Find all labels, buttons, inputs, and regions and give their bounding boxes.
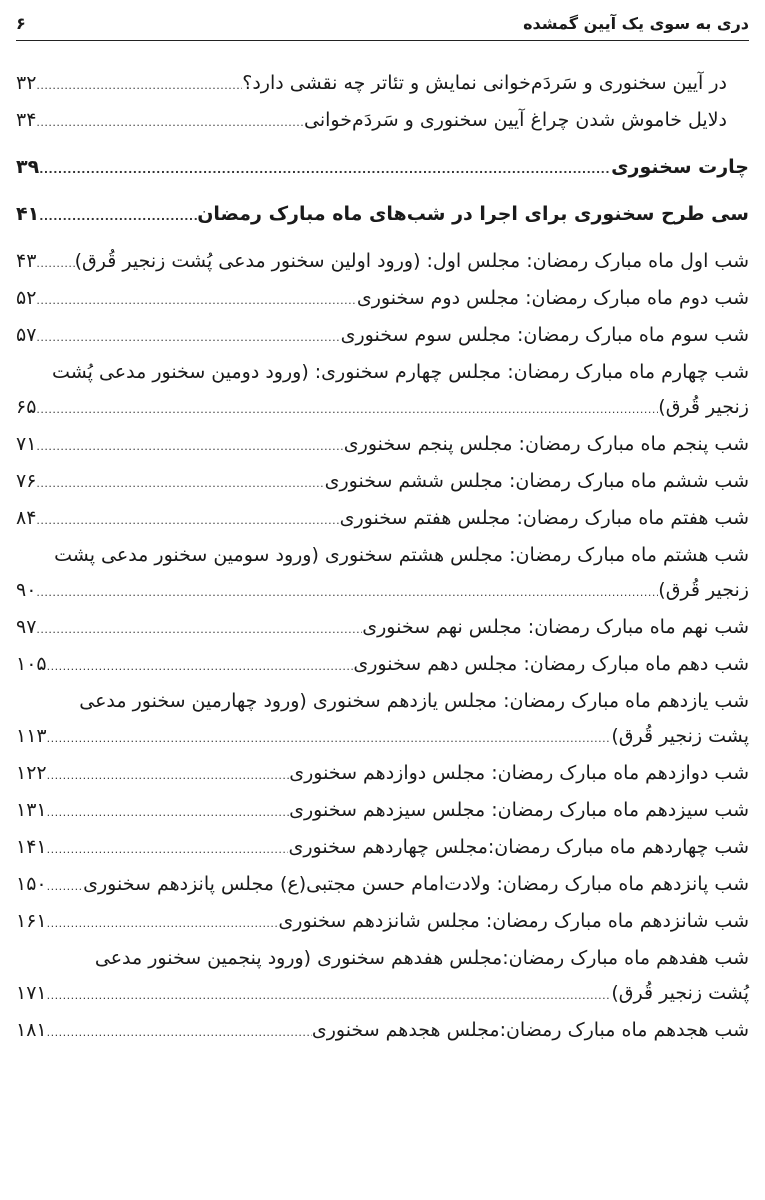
toc-page-number: ۸۴ [16, 507, 37, 529]
toc-entry-line [16, 318, 749, 355]
dot-leader [47, 721, 612, 756]
toc-page-number: ۴۳ [16, 250, 37, 272]
toc-page-number: ۷۱ [16, 433, 37, 455]
toc-entry-line [16, 390, 749, 427]
dot-leader [47, 869, 84, 904]
toc-entry-title: سی طرح سخنوری برای اجرا در شب‌های ماه مبارک رمضان [197, 203, 749, 225]
dot-leader [36, 246, 74, 281]
toc-entry-line [16, 610, 749, 647]
toc-entry [16, 244, 749, 281]
dot-leader [36, 429, 343, 464]
toc-entry-title: شب پانزدهم ماه مبارک رمضان: ولادت‌امام حسن مجتبی(ع) مجلس پانزدهم سخنوری [83, 873, 749, 895]
toc-page-number: ۳۴ [16, 109, 37, 131]
toc-entry-line [16, 573, 749, 610]
toc-entry [16, 103, 749, 140]
toc-entry [16, 318, 749, 355]
toc-page-number: ۱۰۵ [16, 653, 47, 675]
toc-entry-title: شب هفدهم ماه مبارک رمضان:مجلس هفدهم سخنوری (ورود پنجمین سخنور مدعی [94, 947, 749, 969]
book-title: دری به سوی یک آیین گمشده [523, 13, 749, 33]
toc-entry [16, 793, 749, 830]
dot-leader [39, 152, 611, 187]
toc-entry [16, 281, 749, 318]
toc-entry-title: شب سوم ماه مبارک رمضان: مجلس سوم سخنوری [340, 324, 749, 346]
toc-page-number: ۳۲ [16, 72, 37, 94]
toc-entry-line [16, 427, 749, 464]
toc-entry-line [16, 719, 749, 756]
dot-leader [39, 199, 197, 234]
dot-leader [36, 105, 304, 140]
toc-entry-line [16, 976, 749, 1013]
dot-leader [36, 503, 339, 538]
toc-entry [16, 941, 749, 1013]
dot-leader [36, 575, 658, 610]
toc-entry-line [16, 1013, 749, 1050]
toc-entry [16, 830, 749, 867]
table-of-contents [16, 66, 749, 1050]
dot-leader [47, 832, 289, 867]
toc-entry [16, 867, 749, 904]
toc-page-number: ۶۵ [16, 396, 37, 418]
toc-entry [16, 66, 749, 103]
toc-entry-title: شب هفتم ماه مبارک رمضان: مجلس هفتم سخنوری [339, 507, 749, 529]
toc-page-number: ۱۵۰ [16, 873, 47, 895]
toc-entry [16, 150, 749, 187]
toc-entry-line [16, 464, 749, 501]
toc-entry [16, 427, 749, 464]
toc-entry-title: شب دوازدهم ماه مبارک رمضان: مجلس دوازدهم سخنوری [289, 762, 749, 784]
toc-entry-title: شب هشتم ماه مبارک رمضان: مجلس هشتم سخنوری (ورود سومین سخنور مدعی پشت [54, 544, 749, 566]
toc-entry-title: شب نهم ماه مبارک رمضان: مجلس نهم سخنوری [362, 616, 749, 638]
toc-entry-line [16, 904, 749, 941]
toc-entry-title: شب سیزدهم ماه مبارک رمضان: مجلس سیزدهم سخنوری [289, 799, 749, 821]
toc-entry [16, 464, 749, 501]
toc-page-number: ۴۱ [16, 203, 40, 225]
running-header [16, 6, 749, 41]
toc-entry [16, 610, 749, 647]
page-number: ۶ [16, 13, 26, 33]
dot-leader [47, 758, 290, 793]
toc-page-number: ۱۱۳ [16, 725, 47, 747]
toc-entry-title-continued: زنجیر قُرق) [658, 396, 749, 418]
toc-entry-line [16, 197, 749, 234]
toc-page-number: ۱۶۱ [16, 910, 47, 932]
toc-entry-title-continued: پشت زنجیر قُرق) [611, 725, 749, 747]
dot-leader [47, 649, 354, 684]
toc-entry-title: شب شانزدهم ماه مبارک رمضان: مجلس شانزدهم سخنوری [278, 910, 749, 932]
toc-entry-line [16, 647, 749, 684]
toc-entry-title: شب چهارم ماه مبارک رمضان: مجلس چهارم سخنوری: (ورود دومین سخنور مدعی پُشت [52, 361, 749, 383]
toc-page-number: ۱۳۱ [16, 799, 47, 821]
dot-leader [47, 1015, 312, 1050]
dot-leader [36, 283, 356, 318]
toc-entry [16, 538, 749, 610]
toc-entry-line [16, 66, 727, 103]
toc-entry [16, 647, 749, 684]
toc-entry-title: شب ششم ماه مبارک رمضان: مجلس ششم سخنوری [324, 470, 749, 492]
toc-entry-title: شب دهم ماه مبارک رمضان: مجلس دهم سخنوری [353, 653, 749, 675]
toc-entry [16, 904, 749, 941]
toc-entry-line [16, 103, 727, 140]
toc-entry [16, 756, 749, 793]
toc-entry-title: در آیین سخنوری و سَردَم‌خوانی نمایش و تئاتر چه نقشی دارد؟ [242, 72, 727, 94]
toc-page-number: ۱۸۱ [16, 1019, 47, 1041]
toc-entry-title: شب هجدهم ماه مبارک رمضان:مجلس هجدهم سخنوری [311, 1019, 749, 1041]
toc-entry [16, 197, 749, 234]
toc-entry [16, 355, 749, 427]
toc-entry-line [16, 501, 749, 538]
toc-entry-title: شب پنجم ماه مبارک رمضان: مجلس پنجم سخنوری [343, 433, 749, 455]
toc-page-number: ۱۴۱ [16, 836, 47, 858]
toc-entry-line [16, 150, 749, 187]
toc-page-number: ۱۷۱ [16, 982, 47, 1004]
dot-leader [47, 795, 289, 830]
dot-leader [36, 320, 340, 355]
toc-page-number: ۹۰ [16, 579, 37, 601]
toc-entry-line [16, 281, 749, 318]
toc-page-number: ۵۷ [16, 324, 37, 346]
toc-page-number: ۳۹ [16, 156, 40, 178]
toc-page-number: ۹۷ [16, 616, 37, 638]
toc-entry-line [16, 793, 749, 830]
toc-entry [16, 1013, 749, 1050]
toc-entry-line [16, 244, 749, 281]
toc-entry-title-continued: زنجیر قُرق) [658, 579, 749, 601]
toc-entry-title: شب یازدهم ماه مبارک رمضان: مجلس یازدهم سخنوری (ورود چهارمین سخنور مدعی [79, 690, 749, 712]
toc-page-number: ۱۲۲ [16, 762, 47, 784]
toc-page-number: ۵۲ [16, 287, 37, 309]
toc-entry-title-continued: پُشت زنجیر قُرق) [611, 982, 749, 1004]
dot-leader [47, 906, 279, 941]
dot-leader [36, 612, 362, 647]
toc-page-number: ۷۶ [16, 470, 37, 492]
dot-leader [36, 392, 658, 427]
toc-entry-title: شب اول ماه مبارک رمضان: مجلس اول: (ورود اولین سخنور مدعی پُشت زنجیر قُرق) [74, 250, 749, 272]
toc-entry-line [16, 867, 749, 904]
toc-entry-title: دلایل خاموش شدن چراغ آیین سخنوری و سَردَم‌خوانی [304, 109, 727, 131]
toc-entry-line [16, 830, 749, 867]
toc-entry-line [16, 756, 749, 793]
toc-entry-title: چارت سخنوری [611, 156, 749, 178]
dot-leader [36, 68, 242, 103]
dot-leader [47, 978, 612, 1013]
dot-leader [36, 466, 324, 501]
toc-entry-title: شب دوم ماه مبارک رمضان: مجلس دوم سخنوری [356, 287, 749, 309]
toc-entry-title: شب چهاردهم ماه مبارک رمضان:مجلس چهاردهم سخنوری [288, 836, 749, 858]
toc-entry [16, 684, 749, 756]
toc-entry [16, 501, 749, 538]
